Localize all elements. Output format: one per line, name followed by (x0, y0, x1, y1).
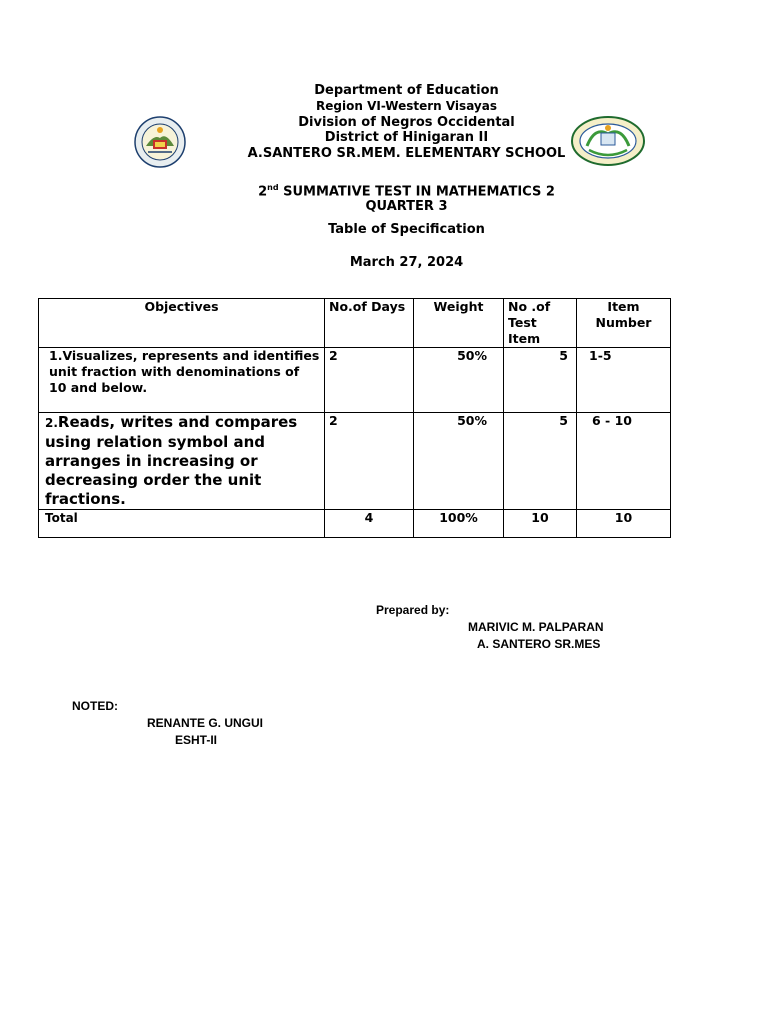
weight-cell: 50% (414, 413, 504, 510)
preparer-name: MARIVIC M. PALPARAN (468, 620, 604, 634)
total-test-items: 10 (504, 510, 577, 538)
district-heading: District of Hinigaran II (324, 130, 489, 145)
test-name: SUMMATIVE TEST IN MATHEMATICS 2 (278, 184, 555, 200)
quarter-heading: QUARTER 3 (365, 199, 448, 214)
header-days: No.of Days (325, 299, 414, 348)
table-row (39, 413, 671, 510)
noter-name: RENANTE G. UNGUI (147, 716, 264, 730)
preparer-school: A. SANTERO SR.MES (477, 637, 601, 651)
division-heading: Division of Negros Occidental (298, 115, 515, 130)
days-cell: 2 (325, 348, 414, 413)
header-objectives: Objectives (39, 299, 325, 348)
total-row (39, 510, 671, 538)
header-item-number: Item Number (577, 299, 671, 348)
table-header-row (39, 299, 671, 348)
total-days: 4 (325, 510, 414, 538)
test-items-cell: 5 (504, 348, 577, 413)
test-date: March 27, 2024 (349, 255, 464, 270)
test-items-cell: 5 (504, 413, 577, 510)
header-test-items: No .of Test Item (504, 299, 577, 348)
noter-title: ESHT-II (175, 733, 218, 747)
noted-label: NOTED: (72, 699, 118, 713)
item-number-cell: 1-5 (577, 348, 671, 413)
prepared-by-label: Prepared by: (376, 603, 450, 617)
specification-table (38, 298, 671, 538)
school-heading: A.SANTERO SR.MEM. ELEMENTARY SCHOOL (247, 146, 566, 161)
total-label: Total (39, 510, 325, 538)
objective-text: Reads, writes and compares using relation symbol and arranges in increasing or decreasing order the unit fractions. (45, 413, 298, 508)
title-ordinal-suffix: nd (267, 183, 279, 192)
header-weight: Weight (414, 299, 504, 348)
title-ordinal: 2 (258, 184, 268, 200)
test-title (0, 183, 768, 199)
department-heading: Department of Education (314, 83, 499, 98)
weight-cell: 50% (414, 348, 504, 413)
objective-cell: 1.Visualizes, represents and identifies unit fraction with denominations of 10 and below. (39, 348, 325, 413)
table-row (39, 348, 671, 413)
subtitle: Table of Specification (328, 222, 485, 237)
region-heading: Region VI-Western Visayas (316, 99, 497, 113)
days-cell: 2 (325, 413, 414, 510)
objective-number: 2. (45, 416, 58, 430)
objective-cell (39, 413, 325, 510)
item-number-cell: 6 - 10 (577, 413, 671, 510)
total-weight: 100% (414, 510, 504, 538)
total-item-number: 10 (577, 510, 671, 538)
